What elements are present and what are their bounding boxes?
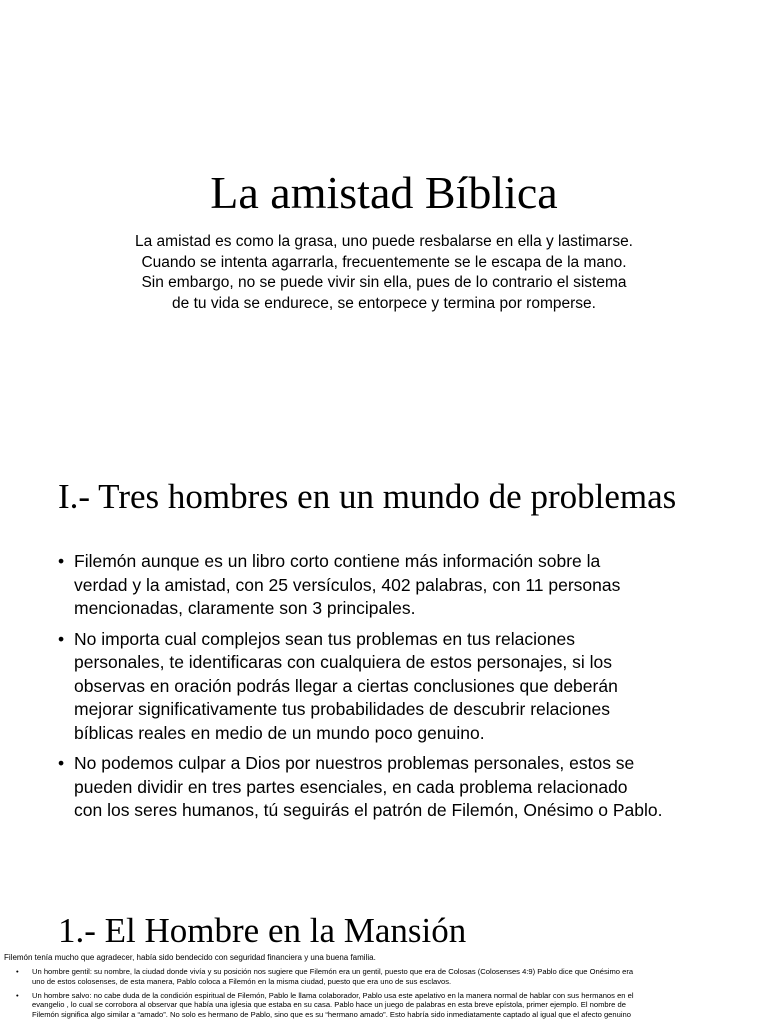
bullet-item [58, 628, 738, 746]
bullet-icon: • [58, 551, 65, 571]
slide-three-men [0, 456, 768, 880]
bullet-line: No importa cual complejos sean tus problemas en tus relaciones [74, 628, 575, 649]
bullet-line: evangelio , lo cual se corrobora al observar que había una iglesia que estaba en su casa. Pablo hace un juego de palabras en esta breve epístola, primer ejemplo. El nombre de [32, 1000, 626, 1010]
bullet-line: pueden dividir en tres partes esenciales, en cada problema relacionado [74, 776, 628, 797]
bullet-line: bíblicas reales en medio de un mundo poco genuino. [74, 722, 485, 743]
bullet-line: Un hombre salvo: no cabe duda de la condición espiritual de Filemón, Pablo le llama colaborador, Pablo usa este apelativo en la manera normal de hablar con sus hermanos en el [32, 990, 634, 1000]
bullet-list [58, 550, 738, 830]
slide-man-in-mansion [0, 880, 768, 1024]
slide-title-heading: La amistad Bíblica [210, 167, 558, 218]
bullet-line: verdad y la amistad, con 25 versículos, 402 palabras, con 11 personas [74, 574, 621, 595]
bullet-list [16, 967, 764, 1024]
bullet-item [16, 967, 764, 987]
bullet-line: mejorar significativamente tus probabilidades de descubrir relaciones [74, 699, 610, 719]
bullet-icon: • [16, 967, 19, 976]
slide-heading: 1.- El Hombre en la Mansión [58, 911, 467, 950]
subtitle-line: Sin embargo, no se puede vivir sin ella, pues de lo contrario el sistema [141, 274, 627, 291]
bullet-line: observas en oración podrás llegar a ciertas conclusiones que deberán [74, 675, 618, 696]
slide-title [0, 0, 768, 456]
bullet-line: personales, te identificaras con cualquiera de estos personajes, si los [74, 652, 612, 672]
bullet-line: Filemón aunque es un libro corto contiene más información sobre la [74, 551, 601, 571]
slide-subtitle [84, 232, 684, 314]
bullet-item [58, 550, 738, 621]
bullet-icon: • [58, 753, 65, 773]
intro-text: Filemón tenía mucho que agradecer, había sido bendecido con seguridad financiera y una buena familia. [4, 953, 376, 962]
subtitle-line: Cuando se intenta agarrarla, frecuentemente se le escapa de la mano. [141, 253, 627, 271]
slide-heading: I.- Tres hombres en un mundo de problemas [58, 477, 677, 516]
bullet-line: No podemos culpar a Dios por nuestros problemas personales, estos se [74, 753, 635, 773]
bullet-line: Filemón significa algo similar a “amado”. No solo es hermano de Pablo, sino que es su “hermano amado”. Esto habría sido inmediatamente captado al igual que el afecto genuino [32, 1010, 631, 1020]
bullet-item [58, 752, 738, 823]
bullet-line: Un hombre gentil: su nombre, la ciudad donde vivía y su posición nos sugiere que Filemón era un gentil, puesto que era de Colosas (Colosenses 4:9) Pablo dice que Onésimo era [32, 967, 634, 976]
subtitle-line: de tu vida se endurece, se entorpece y termina por romperse. [172, 294, 596, 312]
subtitle-line: La amistad es como la grasa, uno puede resbalarse en ella y lastimarse. [135, 233, 633, 250]
bullet-line: con los seres humanos, tú seguirás el patrón de Filemón, Onésimo o Pablo. [74, 800, 663, 820]
bullet-line: uno de estos colosenses, de esta manera, Pablo coloca a Filemón en la misma ciudad, puesto que era uno de sus esclavos. [32, 976, 452, 986]
bullet-line: mencionadas, claramente son 3 principales. [74, 598, 416, 618]
bullet-icon: • [58, 628, 65, 649]
bullet-item [16, 991, 764, 1020]
bullet-icon: • [16, 990, 19, 1000]
